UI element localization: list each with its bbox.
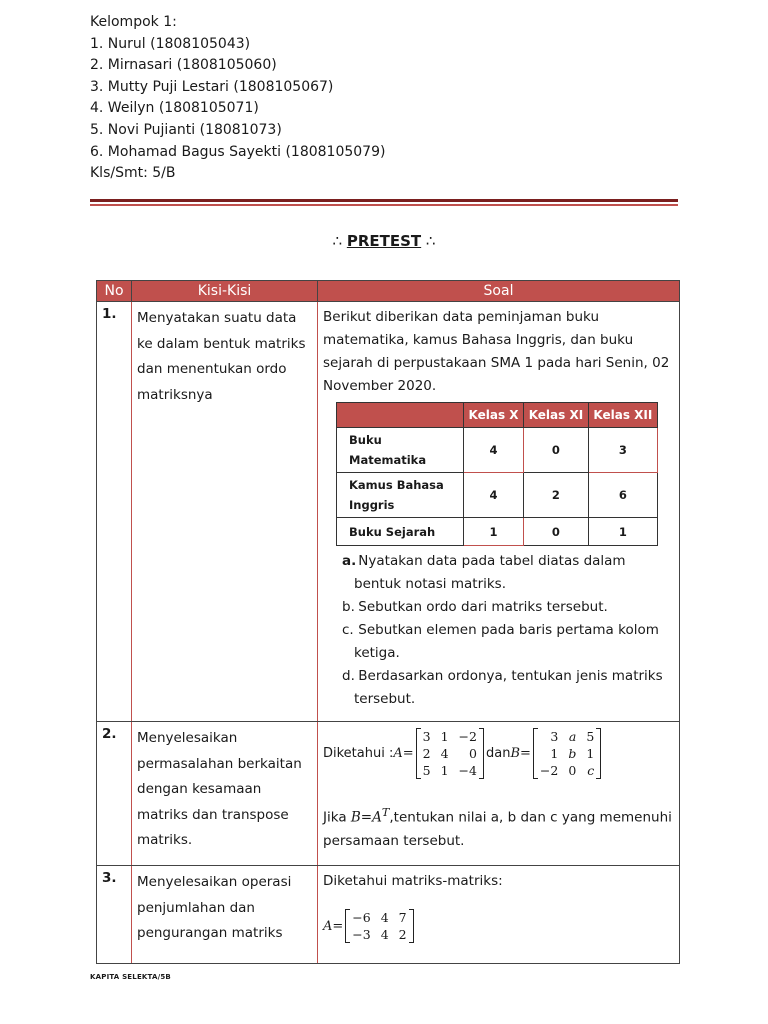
table-row	[97, 866, 680, 964]
member-line: 2. Mirnasari (1808105060)	[90, 57, 277, 74]
footer-label: KAPITA SELEKTA/5B	[90, 973, 171, 981]
inner-cell: 4	[464, 428, 524, 473]
row-number: 1.	[97, 302, 132, 722]
matrix-entry: 5	[586, 729, 595, 744]
inner-cell: 3	[588, 428, 657, 473]
inner-row	[337, 518, 658, 546]
matrix-entry: 1	[440, 763, 449, 778]
given-label: Diketahui :	[323, 746, 394, 761]
question-rest: ,tentukan nilai a, b dan c yang memenuhi persamaan tersebut.	[323, 809, 672, 849]
group-info	[90, 12, 385, 185]
matrix-entry: b	[568, 746, 577, 761]
row-number: 2.	[97, 722, 132, 866]
jika-text: Jika	[323, 809, 351, 826]
matrix-entry: −6	[352, 910, 371, 925]
matrix-entry: 4	[380, 910, 389, 925]
inner-header: Kelas X	[464, 403, 524, 428]
inner-cell: 6	[588, 473, 657, 518]
inner-header-row	[337, 403, 658, 428]
matrix-a	[416, 728, 484, 779]
matrix-name: B=	[510, 746, 531, 761]
member-line: 5. Novi Pujianti (18081073)	[90, 121, 282, 138]
matrix-entry: a	[568, 729, 577, 744]
list-item	[331, 665, 674, 711]
item-label: b.	[342, 599, 355, 615]
member-line: 3. Mutty Puji Lestari (1808105067)	[90, 78, 334, 95]
matrix-entry: −2	[539, 763, 559, 778]
matrix-name: A=	[393, 746, 414, 761]
soal-intro: Berikut diberikan data peminjaman buku matematika, kamus Bahasa Inggris, dan buku sejarah di perpustakaan SMA 1 pada hari Senin, 02 November 2020.	[323, 309, 670, 394]
item-text: Nyatakan data pada tabel diatas dalam bentuk notasi matriks.	[354, 553, 626, 592]
equation: B=A	[350, 809, 382, 826]
matrix-entry: c	[587, 763, 595, 778]
matrix-entry: −2	[458, 729, 477, 744]
matrix-entry: 7	[398, 910, 407, 925]
matrix-entry: 2	[398, 927, 407, 942]
item-label: d.	[342, 668, 355, 684]
group-title: Kelompok 1:	[90, 14, 177, 30]
borrowing-data-table	[336, 402, 658, 546]
member-line: 4. Weilyn (1808105071)	[90, 100, 259, 117]
question-text	[323, 801, 674, 853]
inner-row-label: Kamus Bahasa Inggris	[337, 473, 464, 518]
header-kisi: Kisi-Kisi	[132, 281, 318, 302]
soal-intro: Diketahui matriks-matriks:	[323, 873, 503, 889]
table-header-row	[97, 281, 680, 302]
list-item	[331, 596, 674, 619]
list-item	[331, 619, 674, 665]
title-text: PRETEST	[346, 232, 422, 250]
divider	[90, 199, 678, 202]
table-row	[97, 722, 680, 866]
matrix-entry: 1	[440, 729, 449, 744]
inner-row-label: Buku Sejarah	[337, 518, 464, 546]
inner-cell: 0	[524, 428, 589, 473]
kisi-cell: Menyelesaikan operasi penjumlahan dan pengurangan matriks	[132, 866, 318, 964]
item-text: Sebutkan elemen pada baris pertama kolom ketiga.	[354, 622, 659, 661]
inner-row-label: Buku Matematika	[337, 428, 464, 473]
member-line: 6. Mohamad Bagus Sayekti (1808105079)	[90, 143, 386, 160]
inner-header-blank	[337, 403, 464, 428]
therefore-symbol: ∴	[421, 232, 436, 250]
matrix-entry: 5	[422, 763, 431, 778]
matrix-entry: 2	[422, 746, 431, 761]
inner-cell: 4	[464, 473, 524, 518]
header-soal: Soal	[318, 281, 680, 302]
soal-cell	[318, 722, 680, 866]
matrix-entry: 1	[586, 746, 595, 761]
list-item	[331, 550, 674, 596]
page-title	[0, 232, 768, 250]
row-number: 3.	[97, 866, 132, 964]
therefore-symbol: ∴	[332, 232, 347, 250]
matrix-a	[345, 909, 413, 943]
soal-cell	[318, 866, 680, 964]
dan-text: dan	[485, 746, 511, 761]
matrix-entry: 0	[568, 763, 577, 778]
pretest-table	[96, 280, 680, 964]
matrix-entry: 0	[469, 746, 477, 761]
item-text: Berdasarkan ordonya, tentukan jenis matriks tersebut.	[354, 668, 663, 707]
soal-cell	[318, 302, 680, 722]
table-row	[97, 302, 680, 722]
inner-cell: 2	[524, 473, 589, 518]
matrix-entry: 4	[440, 746, 449, 761]
member-line: 1. Nurul (1808105043)	[90, 35, 251, 52]
matrix-entry: −3	[352, 927, 371, 942]
item-label: c.	[342, 622, 354, 638]
matrix-entry: −4	[458, 763, 477, 778]
matrix-entry: 1	[550, 746, 559, 761]
inner-row	[337, 473, 658, 518]
transpose-sup: T	[381, 806, 390, 819]
matrix-name: A=	[323, 918, 344, 934]
divider	[90, 204, 678, 206]
inner-header: Kelas XII	[588, 403, 657, 428]
given-matrices	[323, 728, 674, 779]
class-semester: Kls/Smt: 5/B	[90, 165, 176, 182]
matrix-entry: 3	[550, 729, 559, 744]
header-no: No	[97, 281, 132, 302]
kisi-cell: Menyelesaikan permasalahan berkaitan dengan kesamaan matriks dan transpose matriks.	[132, 722, 318, 866]
inner-row	[337, 428, 658, 473]
kisi-cell: Menyatakan suatu data ke dalam bentuk matriks dan menentukan ordo matriksnya	[132, 302, 318, 722]
inner-cell: 1	[588, 518, 657, 546]
given-matrix	[323, 909, 674, 943]
inner-cell: 0	[524, 518, 589, 546]
question-list	[323, 550, 674, 711]
matrix-entry: 4	[380, 927, 389, 942]
matrix-b	[533, 728, 601, 779]
inner-cell: 1	[464, 518, 524, 546]
matrix-entry: 3	[422, 729, 431, 744]
item-text: Sebutkan ordo dari matriks tersebut.	[358, 599, 608, 615]
inner-header: Kelas XI	[524, 403, 589, 428]
item-label: a.	[342, 553, 357, 569]
